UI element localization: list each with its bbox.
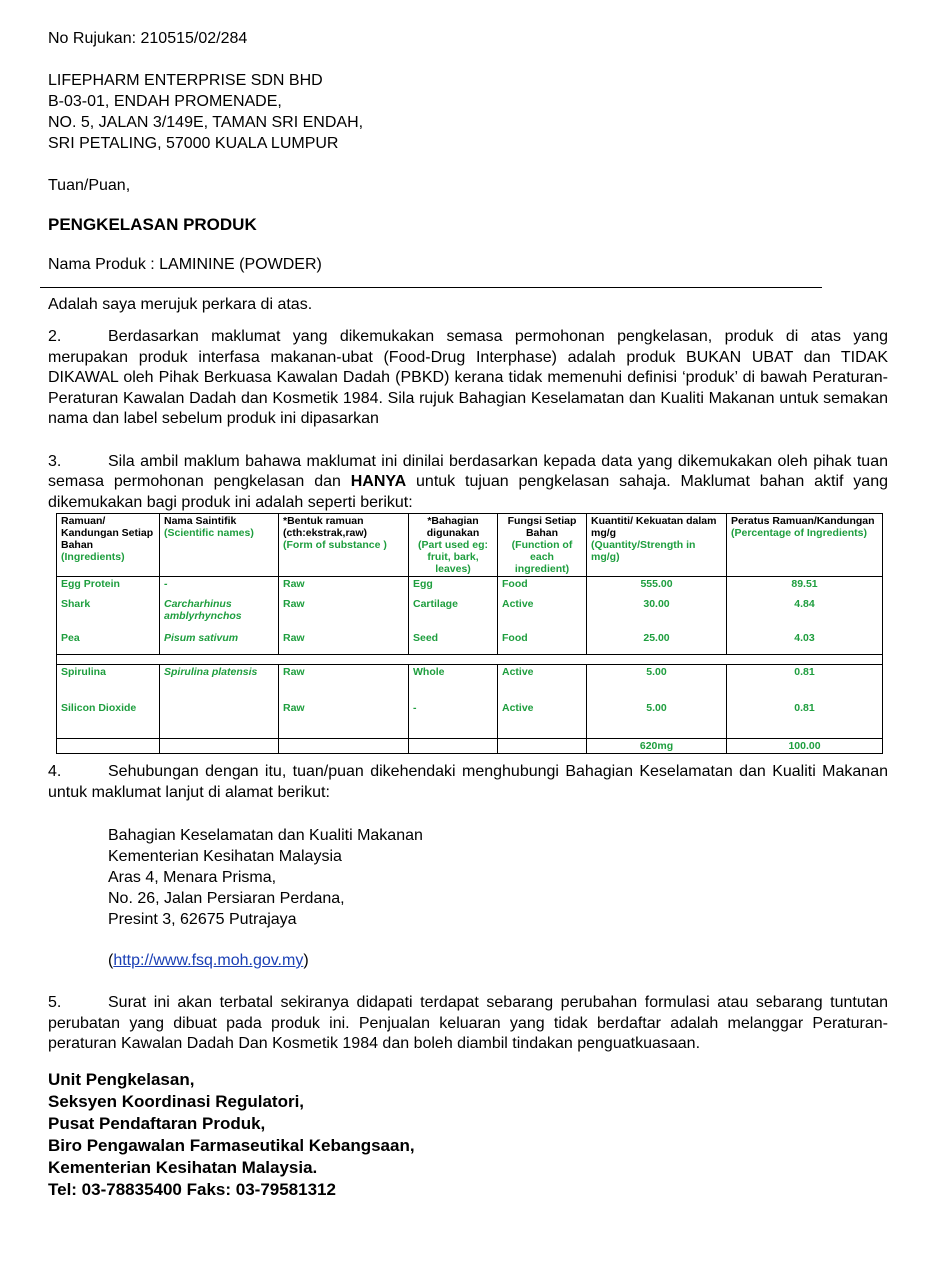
signature-line-2: Seksyen Koordinasi Regulatori,: [48, 1091, 305, 1111]
header-ingredients: Ramuan/ Kandungan Setiap Bahan (Ingredients): [57, 514, 160, 577]
signature-line-3: Pusat Pendaftaran Produk,: [48, 1113, 266, 1133]
subject-heading: PENGKELASAN PRODUK: [48, 215, 257, 234]
divider: [40, 287, 822, 288]
header-scientific-names: Nama Saintifik (Scientific names): [160, 514, 279, 577]
reference-number: No Rujukan: 210515/02/284: [48, 30, 248, 47]
paragraph-2: [48, 327, 888, 430]
paragraph-4-text: Sehubungan dengan itu, tuan/puan dikehendaki menghubungi Bahagian Keselamatan dan Kualiti Makanan untuk maklumat lanjut di alamat berikut:: [48, 763, 888, 801]
contact-phone-fax: Tel: 03-78835400 Faks: 03-79581312: [48, 1179, 336, 1199]
table-spacer: [57, 655, 883, 665]
address-line-1: LIFEPHARM ENTERPRISE SDN BHD: [48, 72, 323, 89]
cell-scientific: Spirulina platensis: [160, 665, 279, 739]
paragraph-2-number: 2.: [48, 328, 62, 345]
paragraph-3: [48, 452, 888, 514]
total-percentage: 100.00: [727, 739, 883, 754]
product-name: Nama Produk : LAMININE (POWDER): [48, 256, 322, 273]
website-link[interactable]: http://www.fsq.moh.gov.my: [113, 952, 304, 969]
contact-line-1: Bahagian Keselamatan dan Kualiti Makanan: [108, 827, 423, 844]
paragraph-1: Adalah saya merujuk perkara di atas.: [48, 296, 313, 313]
contact-line-2: Kementerian Kesihatan Malaysia: [108, 848, 342, 865]
cell-scientific: - Carcharhinus amblyrhynchos Pisum sativum: [160, 577, 279, 655]
address-line-4: SRI PETALING, 57000 KUALA LUMPUR: [48, 135, 339, 152]
cell-name: Spirulina Silicon Dioxide: [57, 665, 160, 739]
cell-part: Egg Cartilage Seed: [409, 577, 498, 655]
letter-page: [48, 28, 888, 1201]
salutation: Tuan/Puan,: [48, 177, 131, 194]
table-row-block-1: [57, 577, 883, 655]
signature-line-4: Biro Pengawalan Farmaseutikal Kebangsaan,: [48, 1135, 415, 1155]
paragraph-5: [48, 993, 888, 1055]
paragraph-4: [48, 762, 888, 803]
cell-function: Food Active Food: [498, 577, 587, 655]
header-quantity: Kuantiti/ Kekuatan dalam mg/g (Quantity/Strength in mg/g): [587, 514, 727, 577]
header-form: *Bentuk ramuan (cth:ekstrak,raw) (Form of substance ): [279, 514, 409, 577]
paragraph-3-text-a: Sila ambil maklum bahawa maklumat ini dinilai berdasarkan kepada data yang dikemukakan oleh pihak tuan semasa permohonan pengkelasan dan: [48, 452, 888, 490]
ingredient-table: [56, 513, 883, 754]
paragraph-4-number: 4.: [48, 763, 62, 780]
address-line-3: NO. 5, JALAN 3/149E, TAMAN SRI ENDAH,: [48, 114, 364, 131]
header-part-used: *Bahagian digunakan (Part used eg: fruit, bark, leaves): [409, 514, 498, 577]
table-header-row: [57, 514, 883, 577]
header-function: Fungsi Setiap Bahan (Function of each ingredient): [498, 514, 587, 577]
header-percentage: Peratus Ramuan/Kandungan (Percentage of Ingredients): [727, 514, 883, 577]
table-row-block-2: [57, 665, 883, 739]
cell-form: Raw Raw Raw: [279, 577, 409, 655]
paragraph-5-text: Surat ini akan terbatal sekiranya didapati terdapat sebarang perubahan formulasi atau sebarang tuntutan perubatan yang dibuat pada produk ini. Penjualan keluaran yang tidak berdaftar adalah melanggar Peraturan-peraturan Kawalan Dadah Dan Kosmetik 1984 dan boleh diambil tindakan penguatkuasaan.: [48, 994, 888, 1052]
signature-line-1: Unit Pengkelasan,: [48, 1069, 195, 1089]
cell-quantity: 555.00 30.00 25.00: [587, 577, 727, 655]
paragraph-3-number: 3.: [48, 452, 62, 470]
cell-form: Raw Raw: [279, 665, 409, 739]
paragraph-5-number: 5.: [48, 994, 62, 1011]
cell-percentage: 0.81 0.81: [727, 665, 883, 739]
paragraph-3-text-b: untuk tujuan pengkelasan sahaja. Maklumat bahan aktif yang dikemukakan bagi produk ini adalah seperti berikut:: [48, 473, 888, 511]
website: (http://www.fsq.moh.gov.my): [108, 952, 309, 969]
contact-line-5: Presint 3, 62675 Putrajaya: [108, 911, 297, 928]
contact-line-4: No. 26, Jalan Persiaran Perdana,: [108, 890, 345, 907]
cell-name: Egg Protein Shark Pea: [57, 577, 160, 655]
paragraph-2-text: Berdasarkan maklumat yang dikemukakan semasa permohonan pengkelasan, produk di atas yang merupakan produk interfasa makanan-ubat (Food-Drug Interphase) adalah produk BUKAN UBAT dan TIDAK DIKAWAL oleh Pihak Berkuasa Kawalan Dadah (PBKD) kerana tidak memenuhi definisi ‘produk’ di bawah Peraturan-Peraturan Kawalan Dadah dan Kosmetik 1984. Sila rujuk Bahagian Keselamatan dan Kualiti Makanan untuk semakan nama dan label sebelum produk ini dipasarkan: [48, 328, 888, 427]
cell-quantity: 5.00 5.00: [587, 665, 727, 739]
address-line-2: B-03-01, ENDAH PROMENADE,: [48, 93, 282, 110]
cell-part: Whole -: [409, 665, 498, 739]
signature-block: [48, 1069, 888, 1201]
paragraph-3-bold: HANYA: [350, 473, 407, 490]
table-total-row: [57, 739, 883, 754]
contact-line-3: Aras 4, Menara Prisma,: [108, 869, 277, 886]
cell-percentage: 89.51 4.84 4.03: [727, 577, 883, 655]
signature-line-5: Kementerian Kesihatan Malaysia.: [48, 1157, 318, 1177]
contact-address: [48, 825, 888, 971]
cell-function: Active Active: [498, 665, 587, 739]
total-quantity: 620mg: [587, 739, 727, 754]
